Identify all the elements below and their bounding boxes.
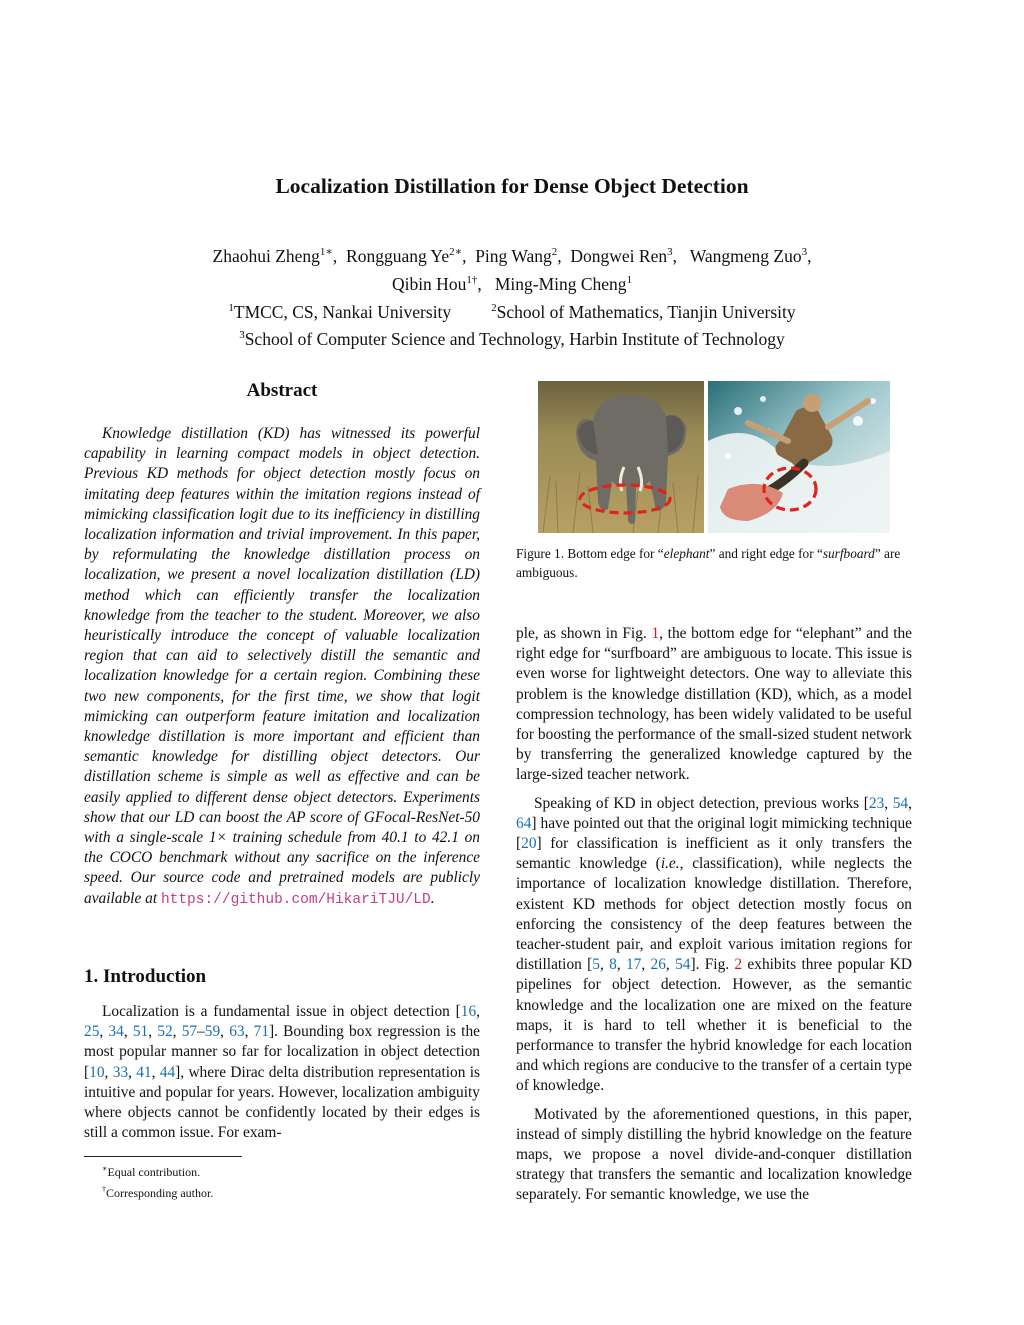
citation[interactable]: 25 [84,1023,100,1041]
introduction-paragraph: Localization is a fundamental issue in object detection [16, 25, 34, 51, 52, 57–59, 63, 71]. Bounding box regression is the most popular manner so far for localization in object detection [10, 33, 41, 44], where Dirac delta distribution representation is intuitive and popular for years. However, localization ambiguity where objects cannot be confidently located by their edges is still a common issue. For exam- [84,1003,481,1142]
citation[interactable]: 20 [521,835,537,853]
right-column-body [516,624,912,1214]
citation[interactable]: 17 [625,956,642,974]
caption-text: ” are ambiguous. [516,546,901,580]
body-text: ] have pointed out that the original logit mimicking technique [ [516,814,912,853]
author-name: Ming-Ming Cheng [494,273,627,294]
footnote-divider [84,1156,242,1157]
citation[interactable]: 54 [892,794,909,812]
abstract-heading: Abstract [246,380,318,401]
affiliation-2: School of Mathematics, Tianjin University [496,301,796,322]
citation[interactable]: 33 [112,1063,129,1081]
code-url-link[interactable]: https://github.com/HikariTJU/LD [160,891,431,908]
body-emphasis: i.e. [660,855,680,873]
figure-reference[interactable]: 2 [734,956,743,974]
author-line-1: Zhaohui Zheng$^{1∗}$, Rongguang $Ye^{2∗}$, Ping Wang$^2$, Dongwei Ren$^3$, Wangmeng Zuo$^3$, [212,245,812,266]
affiliation-sup: 3 [239,329,245,342]
author-sup: 1† [466,273,478,286]
citation[interactable]: 26 [650,956,666,974]
caption-emphasis: surfboard [822,546,875,561]
citation[interactable]: 44 [159,1063,176,1081]
affiliation-1: TMCC, CS, Nankai University [233,301,452,322]
footnotes [84,1160,213,1202]
body-text: ple, as shown in Fig. [516,625,652,642]
intro-text: Localization is a fundamental issue in object detection [ [102,1003,461,1020]
citation[interactable]: 8 [609,956,617,974]
citation[interactable]: 51 [132,1023,149,1041]
author-name: Qibin Hou [391,273,467,294]
citation[interactable]: 16 [460,1003,477,1020]
citation[interactable]: 57 [181,1023,198,1041]
figure-reference[interactable]: 1 [651,625,660,642]
paper-title: Localization Distillation for Dense Object Detection [275,174,749,198]
citation[interactable]: 5 [592,956,600,974]
footnote-text: Corresponding author. [106,1186,214,1200]
author-sup: 2∗ [449,246,463,258]
citation[interactable]: 23 [868,794,885,812]
citation[interactable]: 63 [229,1023,245,1041]
footnote-equal-contribution [84,1160,213,1181]
citation[interactable]: 64 [516,814,532,832]
section-heading-introduction: 1. Introduction [84,966,207,987]
author-line-2: Qibin Hou$^{1\dagger}$, Ming-Ming Cheng$^1$ [391,273,633,294]
abstract-text: Knowledge distillation (KD) has witnessed its powerful capability in learning compact models in object detection. Previous KD methods for object detection mostly focus on imitating deep features within the imitation regions instead of mimicking classification logit due to its inefficiency in distilling localization information and trivial improvement. In this paper, by reformulating the knowledge distillation process on localization, we present a novel localization distillation (LD) method which can efficiently transfer the localization knowledge from the teacher to the student. Moreover, we also heuristically introduce the concept of valuable localization region that can aid to selectively distill the semantic and localization knowledge for a certain region. Combining these two new components, for the first time, we show that logit mimicking can outperform feature imitation and localization knowledge distillation is more important and efficient than semantic knowledge for distilling object detectors. Our distillation scheme is simple as well as effective and can be easily applied to different dense object detectors. Experiments show that our LD can boost the AP score of GFocal-ResNet-50 with a single-scale 1× training schedule from 40.1 to 42.1 on the COCO benchmark without any sacrifice on the inference speed. Our source code and pretrained models are publicly available at [84,425,480,907]
author-sup: 3 [801,246,808,258]
paragraph [516,1105,912,1206]
body-text: , the bottom edge for “elephant” and the right edge for “surfboard” are ambiguous to locate. This issue is even worse for lightweight detectors. One way to alleviate this problem is the knowledge distillation (KD), which, as a model compression technology, has been widely validated to be useful for boosting the performance of the small-sized student network by transferring the generalized knowledge captured by the large-sized teacher network. [516,625,913,784]
citation[interactable]: 10 [89,1063,105,1081]
author-sup: 2 [551,246,558,258]
footnote-mark: ∗ [102,1164,108,1173]
surfboard-photo [708,381,890,533]
affiliation-sup: 2 [491,301,497,314]
author-name: Dongwei Ren [570,245,668,266]
caption-text: Figure 1. Bottom edge for “ [516,546,664,561]
citation[interactable]: 34 [108,1023,124,1041]
author-name: Ping Wang [475,245,552,266]
figure-1-images [538,381,890,533]
author-block [60,240,964,351]
author-name: Wangmeng Zuo [689,245,802,266]
author-sup: 1 [626,273,633,286]
footnote-mark: † [102,1185,106,1194]
footnote-text: Equal contribution. [107,1165,201,1179]
body-text: exhibits three popular KD pipelines for object detection. However, as the semantic knowledge and the localization one are mixed on the feature maps, it is hard to tell whether it is beneficial to the performance to transfer the hybrid knowledge for each location and which regions are conducive to the transfer of a certain type of knowledge. [516,956,913,1095]
caption-emphasis: elephant [663,546,710,561]
intro-text: ], where Dirac delta distribution representation is intuitive and popular for years. However, localization ambiguity where objects cannot be confidently located by their edges is still a common issue. For exam- [84,1063,481,1142]
paragraph [516,624,912,786]
citation[interactable]: 54 [675,956,691,974]
body-text: ] for classification is inefficient as it only transfers the semantic knowledge ( [516,835,912,873]
affiliation-3: School of Computer Science and Technology, Harbin Institute of Technology [244,329,785,350]
citation[interactable]: 71 [253,1023,270,1041]
abstract-body [84,424,480,910]
footnote-corresponding-author [84,1181,213,1202]
affiliation-line-2 [60,323,964,351]
author-name: Rongguang Ye [346,245,450,266]
paragraph: Speaking of KD in object detection, previous works [23, 54, 64] have pointed out that the original logit mimicking technique [20] for classification is inefficient as it only transfers the semantic knowledge (i.e., classification), while neglects the importance of localization knowledge distillation. Therefore, existent KD methods for object detection mostly focus on enforcing the consistency of the deep features between the teacher-student pair, and exploit various imitation regions for distillation [5, 8, 17, 26, 54]. Fig. 2 exhibits three popular KD pipelines for object detection. However, as the semantic knowledge and the localization one are mixed on the feature maps, it is hard to tell whether it is beneficial to the performance to transfer the hybrid knowledge for each location and which regions are conducive to the transfer of a certain type of knowledge. [516,794,913,1095]
body-text: Speaking of KD in object detection, previous works [ [534,794,869,812]
figure-1-caption [516,544,912,582]
body-text: , classification), while neglects the importance of localization knowledge distillation. Therefore, existent KD methods for object detection mostly focus on enforcing the consistency of the deep features between the teacher-student pair, and exploit various imitation regions for distillation [ [516,855,912,974]
intro-text: ]. Bounding box regression is the most popular manner so far for localization in object detection [ [84,1023,480,1081]
author-sup: 1∗ [319,246,333,258]
body-text: ]. Fig. [690,956,735,974]
affiliation-sup: 1 [228,301,234,314]
body-text: Motivated by the aforementioned questions, in this paper, instead of simply distilling the hybrid knowledge on the feature maps, we propose a novel divide-and-conquer distillation strategy that transfers the semantic and localization knowledge separately. For semantic knowledge, we use the [516,1105,912,1204]
abstract-end: . [430,889,435,907]
affiliation-line-1 [60,296,964,324]
author-sup: 3 [667,246,673,258]
citation[interactable]: 41 [136,1063,152,1081]
caption-text: ” and right edge for “ [709,546,823,561]
elephant-photo [538,381,704,533]
figure-1 [538,381,890,533]
citation[interactable]: 59 [204,1023,221,1041]
citation[interactable]: 52 [157,1023,173,1041]
author-name: Zhaohui Zheng [212,245,320,266]
